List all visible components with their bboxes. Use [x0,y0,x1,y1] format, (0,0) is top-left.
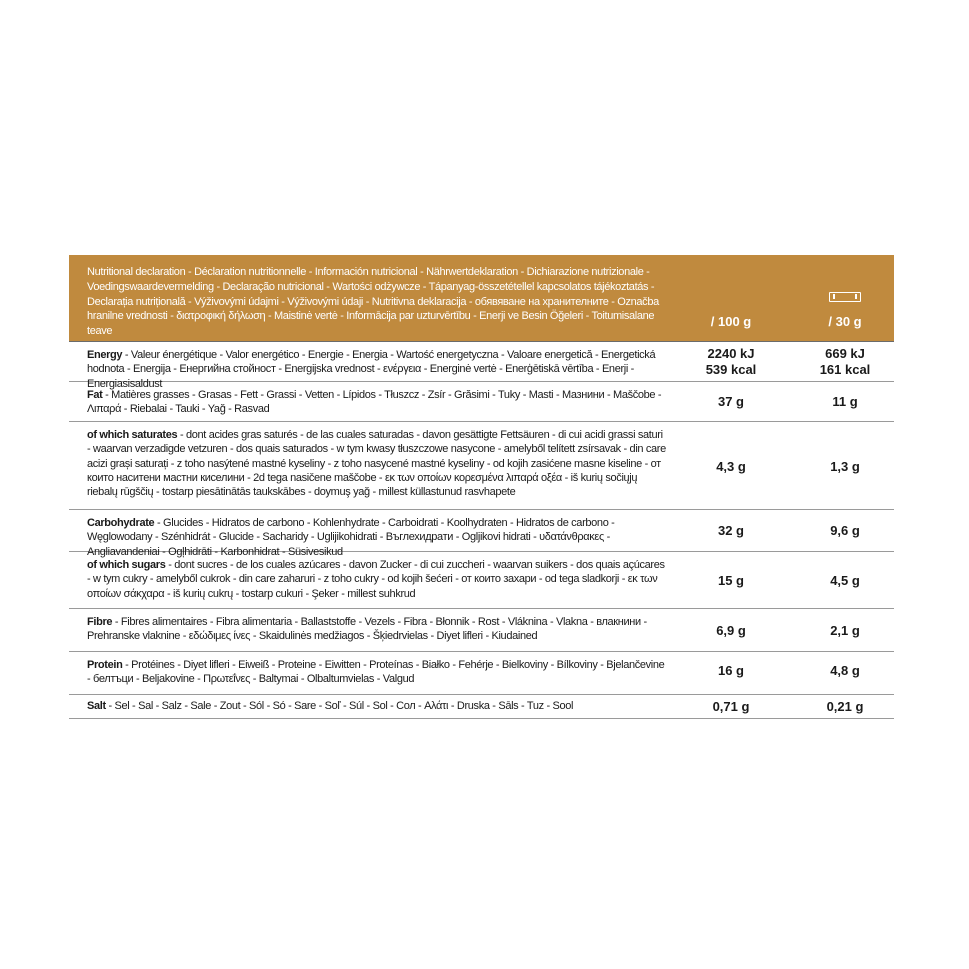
nutrient-name: Energy [87,349,123,361]
value-per-100g: 0,71 g [712,699,750,714]
row-label [87,658,667,687]
nutrient-translations: - Protéines - Diyet lifleri - Eiweiß - Proteine - Eiwitten - Proteínas - Białko - Fehérje - Bielkoviny - Bílkoviny - Bjelančevine - белтъци - Beljakovine - Πρωτεΐνες - Baltymai - Olbaltumvielas - Valgud [87,659,665,686]
row-label [87,388,667,417]
nutrient-name: Fibre [87,616,113,628]
value-per-30g: 2,1 g [830,623,860,638]
value-per-100g: 15 g [717,573,744,588]
table-row-salt [69,695,894,719]
value-per-100g: 6,9 g [716,623,746,638]
value-per-30g: 4,8 g [830,663,860,678]
nutrient-name: of which sugars [87,559,166,571]
bar-icon [829,292,861,302]
value-per-30g: 9,6 g [830,523,860,538]
value-per-100g: 37 g [717,394,744,409]
nutrient-name: Carbohydrate [87,517,155,529]
value-per-100g: 4,3 g [716,459,746,474]
value-per-30g: 11 g [832,394,858,409]
nutrient-name: of which saturates [87,429,178,441]
table-row-fibre [69,609,894,652]
nutrient-translations: - Glucides - Hidratos de carbono - Kohlenhydrate - Carboidrati - Koolhydraten - Hidratos de carbono - Węglowodany - Szénhidrát - Glucide - Sacharidy - Uglijikohidrati - Въглехидрати - Ogljikovi hidrati - υδατάνθρακες - Angliavandeniai - Ogļhidrāti - Karbonhidrat - Süsivesikud [87,517,615,558]
value-per-100g [676,346,786,378]
nutrition-table [69,255,894,719]
value-kj: 2240 kJ [707,346,755,361]
column-header-per-30g: / 30 g [828,314,862,329]
table-row-energy [69,341,894,390]
nutrient-translations: - Sel - Sal - Salz - Sale - Zout - Sól - Só - Sare - Soľ - Súl - Sol - Сол - Αλάτι - Druska - Sāls - Tuz - Sool [105,700,574,712]
value-kj: 669 kJ [825,346,865,361]
row-label [87,428,667,499]
row-label [87,615,667,644]
table-row-fat [69,382,894,422]
value-kcal: 161 kcal [819,362,871,377]
nutrient-name: Fat [87,389,103,401]
table-row-sugars [69,552,894,609]
table-row-carbohydrate [69,510,894,558]
value-per-30g: 1,3 g [830,459,860,474]
nutrient-translations: - dont acides gras saturés - de las cuales saturadas - davon gesättigte Fettsäuren - di cui acidi grassi saturi - waarvan verzadigde vetzuren - dos quais saturados - w tym kwasy tłuszczowe nasycone - amelyből telített zsírsavak - din care acizi grași saturați - z toho nasýtené mastné kyseliny - z toho nasycené mastné kyseliny - od kojih zasićene masne kiseline - от които наситени мастни киселини - 2d tega nasičene maščobe - εκ των οποίων κορεσμένα λιπαρά οξέα - iš kurių sočiųjų riebalų rūgščių - tostarp piesātinātās taukskābes - doymuş yağ - millest küllastunud rasvhapete [87,429,666,499]
nutrient-name: Salt [87,700,106,712]
row-label [87,558,667,601]
nutrient-translations: - Valeur énergétique - Valor energético - Energie - Energia - Wartość energetyczna - Valoare energetică - Energetická hodnota - Energija - Енергийна стойност - Energijska vrednost - ενέργεια - Energinė vertė - Enerģētiskā vērtība - Enerji - Energiasisaldust [87,349,656,390]
row-label [87,699,667,713]
nutrient-translations: - Matières grasses - Grasas - Fett - Grassi - Vetten - Lípidos - Tłuszcz - Zsír - Grăsimi - Tuky - Masti - Мазнини - Maščobe - Λιπαρά - Riebalai - Tauki - Yağ - Rasvad [87,389,662,416]
nutrient-translations: - dont sucres - de los cuales azúcares - davon Zucker - di cui zuccheri - waarvan suikers - dos quais açúcares - w tym cukry - amelyből cukrok - din care zaharuri - z toho cukry - od kojih šećeri - от които захари - od tega sladkorji - εκ των οποίων σάκχαρα - iš kurių cukrų - tostarp cukuri - Şeker - millest suhkrud [87,559,665,600]
table-row-protein [69,652,894,695]
value-per-30g: 0,21 g [826,699,864,714]
nutrient-name: Protein [87,659,123,671]
header-title: Nutritional declaration - Déclaration nutritionnelle - Información nutricional - Nährwertdeklaration - Dichiarazione nutrizionale - Voedingswaardevermelding - Declaração nutricional - Wartości odżywcze - Tápanyag-összetétellel kapcsolatos tájékoztatás - Declarația nutrițională - Výživovými údajmi - Výživovými údaji - Nutritivna deklaracija - обявяване на хранителните - Označba hranilne vrednosti - διατροφική δήλωση - Maistinė vertė - Informācija par uzturvērtību - Enerji ve Besin Öğeleri - Toitumisalane teave [87,266,659,338]
value-per-100g: 16 g [717,663,744,678]
column-header-per-100g: / 100 g [710,314,752,329]
value-per-30g: 4,5 g [830,573,860,588]
value-per-100g: 32 g [717,523,744,538]
table-row-saturates [69,422,894,510]
table-header [69,255,894,341]
nutrient-translations: - Fibres alimentaires - Fibra alimentaria - Ballaststoffe - Vezels - Fibra - Błonnik - Rost - Vláknina - Vlakna - влакнини - Prehranske vlaknine - εδώδιμες ίνες - Skaidulinės medžiagos - Šķiedrvielas - Diyet lifleri - Kiudained [87,616,647,643]
value-kcal: 539 kcal [705,362,757,377]
value-per-30g [790,346,900,378]
